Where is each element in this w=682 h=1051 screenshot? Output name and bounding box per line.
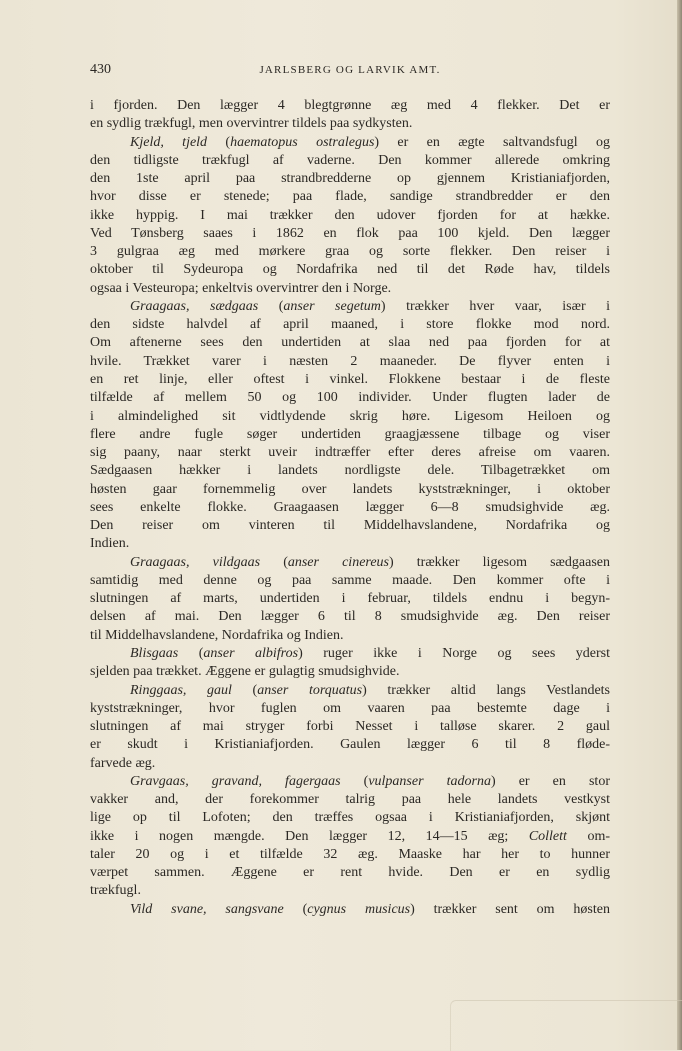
text-span: farvede æg. xyxy=(90,755,156,771)
text-line xyxy=(90,207,610,225)
text-line xyxy=(90,535,610,553)
text-line xyxy=(90,608,610,626)
text-line xyxy=(90,718,610,736)
text-span: lige op til Lofoten; den træffes ogsaa i Kristianiafjorden, skjønt xyxy=(90,810,610,826)
text-span: slutningen af mai stryger forbi Nesset i talløse skarer. 2 gaul xyxy=(90,719,610,735)
text-line xyxy=(90,481,610,499)
text-line xyxy=(90,371,610,389)
text-span: i almindelighed sit vidtlydende skrig høre. Ligesom Heiloen og xyxy=(90,408,610,424)
text-line xyxy=(90,773,610,791)
italic-span: haematopus ostralegus xyxy=(230,134,375,150)
text-line xyxy=(90,334,610,352)
text-line xyxy=(90,316,610,334)
text-line xyxy=(90,846,610,864)
page-stain xyxy=(450,1000,682,1051)
text-span: ( xyxy=(283,901,308,917)
text-line xyxy=(90,134,610,152)
italic-span: anser torquatus xyxy=(257,682,363,698)
italic-span: Ringgaas, gaul xyxy=(130,682,232,698)
text-line xyxy=(90,791,610,809)
text-span: ) trækker sent om høsten xyxy=(410,901,610,917)
text-line xyxy=(90,700,610,718)
text-span: er skudt i Kristianiafjorden. Gaulen lægger 6 til 8 fløde- xyxy=(90,737,610,753)
text-span: en ret linje, eller oftest i vinkel. Flokkene bestaar i de fleste xyxy=(90,371,610,387)
text-span: Ved Tønsberg saaes i 1862 en flok paa 100 kjeld. Den lægger xyxy=(90,225,610,241)
italic-span: Graagaas, sædgaas xyxy=(130,298,259,314)
text-line xyxy=(90,97,610,115)
text-span: ) er en stor xyxy=(490,773,610,789)
text-line xyxy=(90,152,610,170)
text-span: ogsaa i Vesteuropa; enkeltvis overvintrer den i Norge. xyxy=(90,280,392,296)
page-number: 430 xyxy=(90,62,111,77)
text-line xyxy=(90,408,610,426)
text-span: trækfugl. xyxy=(90,883,141,899)
text-span: ( xyxy=(231,682,258,698)
text-line xyxy=(90,188,610,206)
italic-span: anser cinereus xyxy=(287,554,389,570)
text-span: vakker and, der forekommer talrig paa hele landets vestkyst xyxy=(90,792,610,808)
text-span: ikke hyppig. I mai trækker den udover fjorden for at hække. xyxy=(90,207,610,223)
text-line xyxy=(90,462,610,480)
text-span: sjelden paa trækket. Æggene er gulagtig smudsighvide. xyxy=(90,664,400,680)
italic-span: Collett xyxy=(528,828,567,844)
text-span: sees enkelte flokke. Graagaasen lægger 6—8 smudsighvide æg. xyxy=(90,499,610,515)
text-span: samtidig med denne og paa samme maade. Den kommer ofte i xyxy=(90,572,610,588)
text-span: ( xyxy=(260,554,288,570)
text-line xyxy=(90,828,610,846)
text-span: sig paany, naar sterkt uveir indtræffer efter deres afreise om vaaren. xyxy=(90,445,610,461)
text-line xyxy=(90,426,610,444)
text-span: oktober til Sydeuropa og Nordafrika ned til det Røde hav, tildels xyxy=(90,262,610,278)
text-line xyxy=(90,627,610,645)
text-line xyxy=(90,225,610,243)
text-span: ( xyxy=(207,134,231,150)
text-line xyxy=(90,499,610,517)
text-line xyxy=(90,736,610,754)
text-span: høsten gaar fornemmelig over landets kyststrækninger, i oktober xyxy=(90,481,610,497)
text-span: ) trækker altid langs Vestlandets xyxy=(362,682,611,698)
italic-span: Graagaas, vildgaas xyxy=(130,554,261,570)
text-line xyxy=(90,261,610,279)
text-span: flere andre fugle søger undertiden graagjæssene tilbage og viser xyxy=(90,426,610,442)
text-span: tilfælde af mellem 50 og 100 individer. Under flugten lader de xyxy=(90,390,610,406)
text-span: ) trækker hver vaar, især i xyxy=(380,298,610,314)
text-line xyxy=(90,170,610,188)
italic-span: cygnus musicus xyxy=(307,901,411,917)
text-span: ( xyxy=(258,298,284,314)
text-span: kyststrækninger, hvor fuglen om vaaren paa bestemte dage i xyxy=(90,700,610,716)
text-line xyxy=(90,663,610,681)
text-span: ( xyxy=(178,645,204,661)
text-span: ( xyxy=(340,773,369,789)
text-line xyxy=(90,901,610,919)
italic-span: Gravgaas, gravand, fagergaas xyxy=(130,773,341,789)
text-span: delsen af mai. Den lægger 6 til 8 smudsighvide æg. Den reiser xyxy=(90,609,610,625)
text-line xyxy=(90,572,610,590)
text-span: Sædgaasen hækker i landets nordligste dele. Tilbagetrækket om xyxy=(90,463,610,479)
text-line xyxy=(90,280,610,298)
page-edge xyxy=(677,0,682,1050)
italic-span: Kjeld, tjeld xyxy=(130,134,208,150)
text-line xyxy=(90,864,610,882)
text-line xyxy=(90,590,610,608)
text-span: den 1ste april paa strandbredderne op gjennem Kristianiafjorden, xyxy=(90,171,610,187)
text-span: ikke i nogen mængde. Den lægger 12, 14—15 æg; xyxy=(90,828,529,844)
text-span: værpet sammen. Æggene er rent hvide. Den er en sydlig xyxy=(90,865,610,881)
text-span: Den reiser om vinteren til Middelhavslandene, Nordafrika og xyxy=(90,518,610,534)
text-span: en sydlig trækfugl, men overvintrer tildels paa sydkysten. xyxy=(90,116,413,132)
text-span: den sidste halvdel af april maaned, i store flokke mod nord. xyxy=(90,317,610,333)
text-span: hvile. Trækket varer i næsten 2 maaneder. De flyver enten i xyxy=(90,353,610,369)
text-line xyxy=(90,243,610,261)
text-span: ) ruger ikke i Norge og sees yderst xyxy=(298,645,611,661)
text-span: taler 20 og i et tilfælde 32 æg. Maaske har her to hunner xyxy=(90,846,610,862)
text-line xyxy=(90,517,610,535)
text-line xyxy=(90,298,610,316)
text-line xyxy=(90,444,610,462)
page-header xyxy=(90,62,610,80)
italic-span: vulpanser tadorna xyxy=(368,773,491,789)
body-text xyxy=(90,97,610,919)
text-line xyxy=(90,353,610,371)
italic-span: Vild svane, sangsvane xyxy=(130,901,284,917)
text-line xyxy=(90,755,610,773)
text-line xyxy=(90,389,610,407)
text-line xyxy=(90,115,610,133)
text-span: til Middelhavslandene, Nordafrika og Indien. xyxy=(90,627,344,643)
text-line xyxy=(90,645,610,663)
text-span: 3 gulgraa æg med mørkere graa og sorte flekker. Den reiser i xyxy=(90,244,610,260)
text-span: hvor disse er stenede; paa flade, sandige strandbredder er den xyxy=(90,189,610,205)
text-line xyxy=(90,882,610,900)
text-line xyxy=(90,809,610,827)
text-span: slutningen af marts, undertiden i februar, tildels endnu i begyn- xyxy=(90,591,610,607)
text-span: ) trækker ligesom sædgaasen xyxy=(389,554,610,570)
text-span: Indien. xyxy=(90,536,130,552)
text-span: ) er en ægte saltvandsfugl og xyxy=(374,134,610,150)
italic-span: anser albifros xyxy=(203,645,299,661)
text-span: den tidligste trækfugl af vaderne. Den kommer allerede omkring xyxy=(90,152,610,168)
italic-span: anser segetum xyxy=(283,298,381,314)
text-line xyxy=(90,682,610,700)
text-span: i fjorden. Den lægger 4 blegtgrønne æg med 4 flekker. Det er xyxy=(90,98,610,113)
text-span: Om aftenerne sees den undertiden at slaa ned paa fjorden for at xyxy=(90,335,610,351)
running-head: JARLSBERG OG LARVIK AMT. xyxy=(259,64,441,76)
text-line xyxy=(90,554,610,572)
italic-span: Blisgaas xyxy=(130,645,179,661)
text-span: om- xyxy=(566,828,610,844)
